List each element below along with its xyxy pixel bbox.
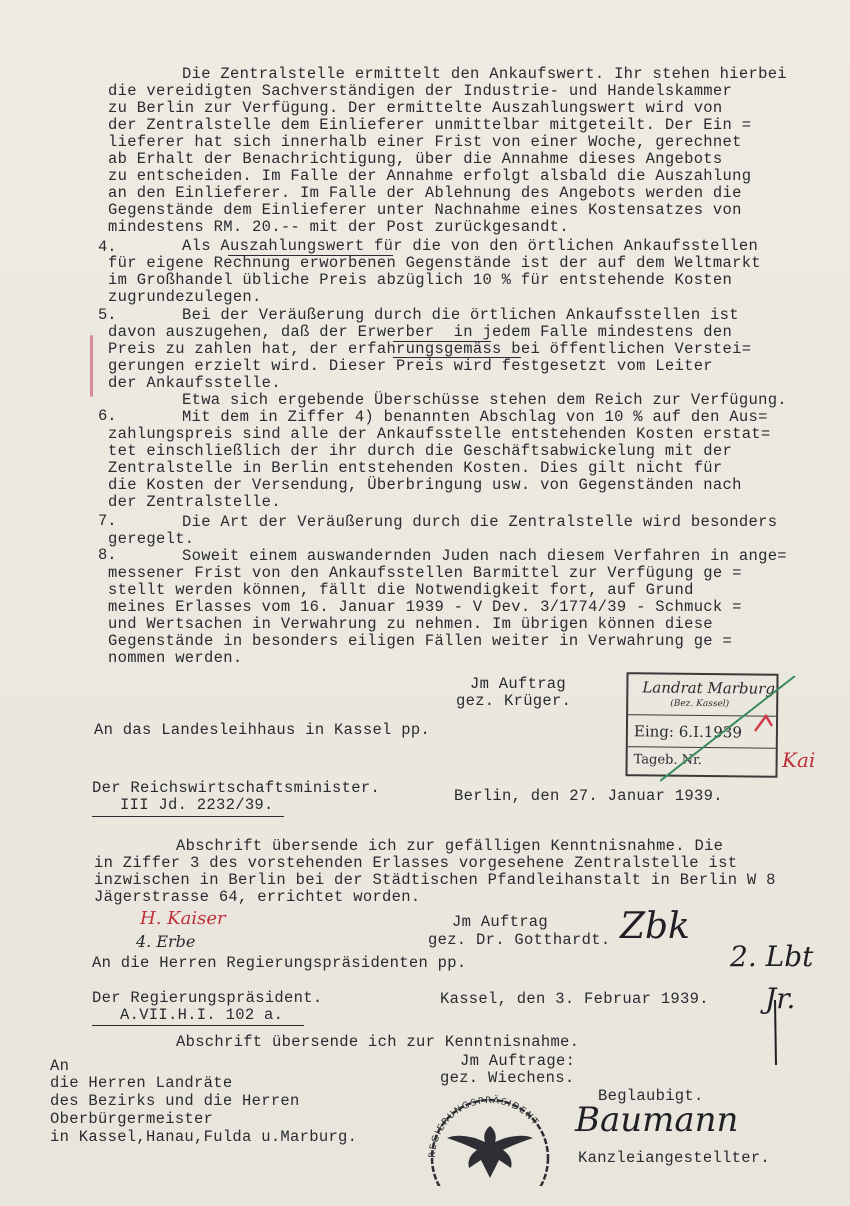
text-line: meines Erlasses vom 16. Januar 1939 - V Dev. 3/1774/39 - Schmuck = — [108, 598, 742, 616]
official-seal — [415, 1086, 565, 1186]
role-label: Kanzleiangestellter. — [578, 1149, 771, 1167]
stamp-received-date: Eing: 6.I.1939 — [633, 722, 743, 742]
text-line: Die Art der Veräußerung durch die Zentralstelle wird besonders — [182, 513, 778, 531]
text-line: Als Auszahlungswert für die von den örtlichen Ankaufsstellen — [182, 237, 759, 255]
reference-rule — [92, 816, 284, 817]
text-line: geregelt. — [108, 530, 195, 548]
addressee: An die Herren Regierungspräsidenten pp. — [92, 954, 467, 972]
signature-name: gez. Dr. Gotthardt. — [428, 931, 611, 949]
sender: Der Regierungspräsident. — [92, 989, 323, 1007]
handwritten-initials: Zbk — [620, 906, 690, 947]
item-number: 4. — [98, 238, 117, 256]
item-number: 7. — [98, 512, 117, 530]
text-line: Etwa sich ergebende Überschüsse stehen dem Reich zur Verfügung. — [182, 391, 787, 409]
red-handwritten-note: H. Kaiser — [140, 908, 226, 929]
text-line: für eigene Rechnung erworbenen Gegenstände ist der auf dem Weltmarkt — [108, 254, 761, 272]
item-number: 8. — [98, 546, 117, 564]
addressee-line: An — [50, 1057, 70, 1075]
reference: A.VII.H.I. 102 a. — [120, 1006, 284, 1024]
text-line: Gegenstände in besonders eiligen Fällen weiter in Verwahrung ge = — [108, 632, 733, 650]
text-line: und Wertsachen in Verwahrung zu nehmen. Im übrigen können diese — [108, 615, 713, 633]
text-line: gerungen erzielt wird. Dieser Preis wird festgesetzt vom Leiter — [108, 357, 713, 375]
red-margin-mark — [90, 335, 93, 397]
text-line: Mit dem in Ziffer 4) benannten Abschlag von 10 % auf den Aus= — [182, 408, 768, 426]
text-line: mindestens RM. 20.-- mit der Post zurückgesandt. — [108, 218, 569, 236]
text-line: zu Berlin zur Verfügung. Der ermittelte Auszahlungswert wird von — [108, 99, 723, 117]
place-date: Kassel, den 3. Februar 1939. — [440, 990, 709, 1008]
addressee-line: die Herren Landräte — [50, 1074, 233, 1092]
text-line: lieferer hat sich innerhalb einer Frist von einer Woche, gerechnet — [108, 133, 742, 151]
addressee-line: in Kassel,Hanau,Fulda u.Marburg. — [50, 1128, 358, 1146]
text-line: der Zentralstelle. — [108, 493, 281, 511]
item-number: 5. — [98, 306, 117, 324]
text-line: nommen werden. — [108, 649, 243, 667]
text-line: Soweit einem auswandernden Juden nach diesem Verfahren in ange= — [182, 547, 787, 565]
signature-auftrag: Jm Auftrag — [452, 913, 549, 931]
item-number: 6. — [98, 407, 117, 425]
text-line: Die Zentralstelle ermittelt den Ankaufswert. Ihr stehen hierbei — [182, 65, 787, 83]
green-check-mark — [660, 676, 800, 786]
text-line: an den Einlieferer. Im Falle der Ablehnung des Angebots werden die — [108, 184, 742, 202]
text-line: Gegenstände dem Einlieferer unter Nachnahme eines Kostensatzes von — [108, 201, 742, 219]
text-line: inzwischen in Berlin bei der Städtischen Pfandleihanstalt in Berlin W 8 — [94, 871, 776, 889]
text-line: messener Frist von den Ankaufsstellen Barmittel zur Verfügung ge = — [108, 564, 742, 582]
text-line: die Kosten der Versendung, Überbringung usw. von Gegenständen nach — [108, 476, 742, 494]
stamp-district: (Bez. Kassel) — [670, 698, 730, 710]
stamp-office: Landrat Marburg — [642, 678, 776, 698]
text-line: Jägerstrasse 64, errichtet worden. — [94, 888, 421, 906]
red-handwritten-initial: Kai — [782, 748, 816, 772]
text-line: zahlungspreis sind alle der Ankaufsstelle entstehenden Kosten erstat= — [108, 425, 771, 443]
handwritten-note: 4. Erbe — [136, 932, 196, 951]
text-line: Zentralstelle in Berlin entstehenden Kosten. Dies gilt nicht für — [108, 459, 723, 477]
text-line: zugrundezulegen. — [108, 288, 262, 306]
text-line: Abschrift übersende ich zur gefälligen Kenntnisnahme. Die — [176, 837, 724, 855]
text-line: stellt werden können, fällt die Notwendigkeit fort, auf Grund — [108, 581, 694, 599]
signature-auftrag: Jm Auftrag — [470, 675, 567, 693]
addressee-line: des Bezirks und die Herren — [50, 1092, 300, 1110]
text-line: tet einschließlich der ihr durch die Geschäftsabwickelung mit der — [108, 442, 733, 460]
signature-name: gez. Wiechens. — [440, 1069, 575, 1087]
stamp-diary-number: Tageb. Nr. — [633, 752, 703, 769]
text-line: Preis zu zahlen hat, der erfahrungsgemäss bei öffentlichen Verstei= — [108, 340, 752, 358]
reference-rule — [92, 1025, 304, 1026]
text-line: die vereidigten Sachverständigen der Industrie- und Handelskammer — [108, 82, 733, 100]
place-date: Berlin, den 27. Januar 1939. — [454, 787, 723, 805]
reference: III Jd. 2232/39. — [120, 796, 274, 814]
sender: Der Reichswirtschaftsminister. — [92, 779, 381, 797]
seal-text: REGIERUNGSPRÄSIDENT — [427, 1095, 541, 1159]
text-line: Abschrift übersende ich zur Kenntnisnahme. — [176, 1033, 580, 1051]
signature-auftrag: Jm Auftrage: — [460, 1052, 576, 1070]
handwritten-stroke — [760, 1000, 790, 1070]
text-line: ab Erhalt der Benachrichtigung, über die Annahme dieses Angebots — [108, 150, 723, 168]
text-line: im Großhandel übliche Preis abzüglich 10 % für entstehende Kosten — [108, 271, 733, 289]
certified-label: Beglaubigt. — [598, 1087, 704, 1105]
signature-name: gez. Krüger. — [456, 692, 572, 710]
addressee-line: Oberbürgermeister — [50, 1110, 214, 1128]
text-line: der Zentralstelle dem Einlieferer unmittelbar mitgeteilt. Der Ein = — [108, 116, 752, 134]
addressee: An das Landesleihhaus in Kassel pp. — [94, 721, 431, 739]
handwritten-initials: Jr. — [765, 982, 796, 1015]
text-line: zu entscheiden. Im Falle der Annahme erfolgt alsbald die Auszahlung — [108, 167, 752, 185]
text-line: Bei der Veräußerung durch die örtlichen Ankaufsstellen ist — [182, 306, 739, 324]
text-line: der Ankaufsstelle. — [108, 374, 281, 392]
text-line: davon auszugehen, daß der Erwerber in jedem Falle mindestens den — [108, 323, 733, 341]
handwritten-initials: 2. Lbt — [730, 940, 814, 973]
handwritten-signature: Baumann — [575, 1100, 739, 1140]
text-line: in Ziffer 3 des vorstehenden Erlasses vorgesehene Zentralstelle ist — [94, 854, 738, 872]
